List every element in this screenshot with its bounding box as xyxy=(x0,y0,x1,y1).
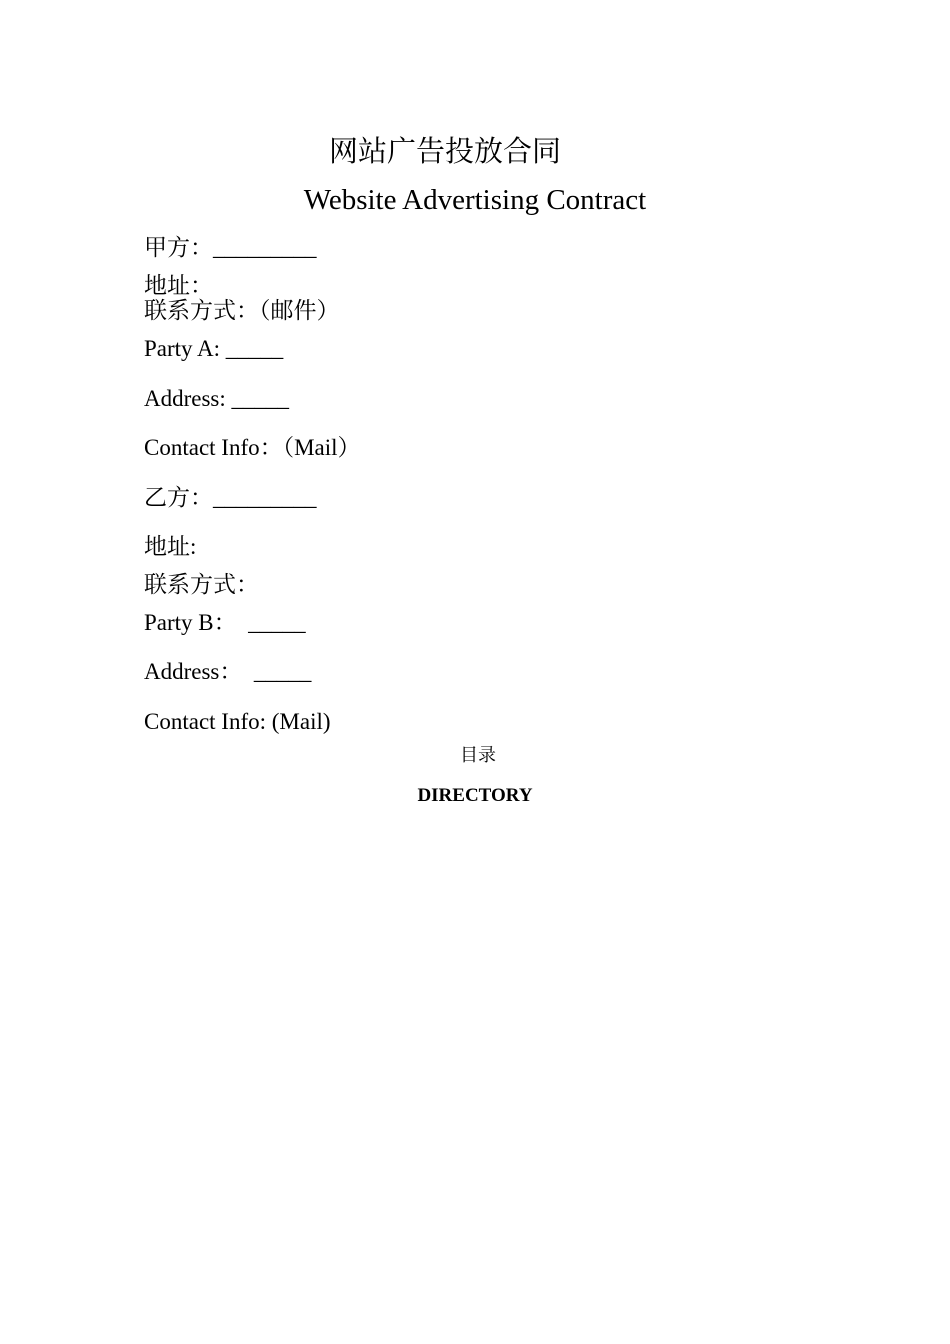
toc-heading-english: DIRECTORY xyxy=(417,785,533,806)
party-a-contact-en: Contact Info：（Mail） xyxy=(144,435,361,460)
party-a-address-en: Address: _____ xyxy=(144,386,290,411)
contract-title-chinese: 网站广告投放合同 xyxy=(328,134,561,168)
party-a-address-cn: 地址： xyxy=(144,273,213,298)
party-b-contact-cn: 联系方式： xyxy=(144,572,259,597)
party-b-contact-en: Contact Info: (Mail) xyxy=(144,709,331,734)
party-a-contact-cn: 联系方式：（邮件） xyxy=(144,298,340,323)
party-b-name-cn: 乙方：_________ xyxy=(144,485,317,510)
party-a-name-en: Party A: _____ xyxy=(144,336,284,361)
toc-heading-chinese: 目录 xyxy=(460,745,496,766)
party-b-address-cn: 地址: xyxy=(144,534,197,559)
party-b-address-en: Address： _____ xyxy=(144,659,312,684)
party-a-name-cn: 甲方：_________ xyxy=(144,235,317,260)
party-b-name-en: Party B： _____ xyxy=(144,610,306,635)
contract-title-english: Website Advertising Contract xyxy=(303,184,647,216)
